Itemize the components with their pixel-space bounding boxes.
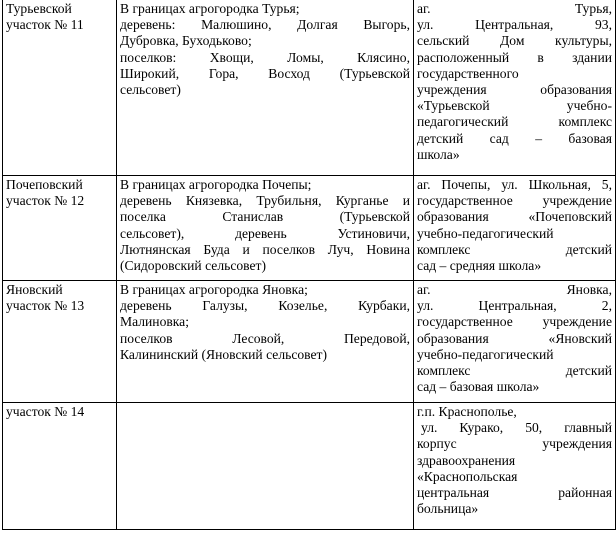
address-line: государственное учреждение <box>417 193 612 209</box>
address-line: здравоохранения <box>417 452 516 468</box>
boundaries-line: Малиновка; <box>120 314 189 330</box>
table-row <box>3 176 616 281</box>
district-name-cell <box>3 0 117 176</box>
boundaries-line: Широкий, Гора, Восход (Турьевской <box>120 65 410 81</box>
boundaries-line: В границах агрогородка Яновка; <box>120 282 308 297</box>
district-name-cell <box>3 176 117 281</box>
address-line: учебно-педагогический <box>417 225 554 241</box>
address-line: комплекс детский <box>417 241 612 257</box>
district-name-cell <box>3 403 117 530</box>
boundaries-line: Дубровка, Буходьково; <box>120 33 252 49</box>
boundaries-line: деревень Галузы, Козелье, Курбаки, <box>120 298 410 314</box>
address-line: детский сад – базовая <box>417 130 612 146</box>
address-line: сельский Дом культуры, <box>417 33 612 49</box>
boundaries-line: (Сидоровский сельсовет) <box>120 258 266 274</box>
address-line: образования «Почеповский <box>417 209 612 225</box>
boundaries-line: поселков: Хвощи, Ломы, Клясино, <box>120 49 410 65</box>
address-line: ул. Курако, 50, главный <box>421 420 612 436</box>
boundaries-line: поселков Лесовой, Передовой, <box>120 330 410 346</box>
address-line: расположенный в здании <box>417 49 612 65</box>
address-line: образования «Яновский <box>417 330 612 346</box>
address-line: сад – средняя школа» <box>417 258 542 274</box>
address-line: школа» <box>417 146 460 162</box>
boundaries-line: деревень: Малюшино, Долгая Выгорь, <box>120 17 410 33</box>
polling-place-address-cell <box>414 281 616 403</box>
address-line: центральная районная <box>417 485 612 501</box>
boundaries-line: В границах агрогородка Почепы; <box>120 177 312 192</box>
address-line: учебно-педагогический <box>417 346 554 362</box>
address-line: государственное учреждение <box>417 314 612 330</box>
district-name-line: Яновский <box>6 282 63 297</box>
polling-place-address-cell <box>414 0 616 176</box>
district-number-line: участок № 13 <box>6 298 85 314</box>
table-row <box>3 403 616 530</box>
address-line: аг. Турья, <box>417 1 612 16</box>
polling-place-address-cell <box>414 176 616 281</box>
address-line: больница» <box>417 501 479 517</box>
district-boundaries-cell <box>117 0 414 176</box>
address-line: учреждения образования <box>417 82 612 98</box>
district-number-line: участок № 12 <box>6 193 85 209</box>
district-name-cell <box>3 281 117 403</box>
table-row <box>3 0 616 176</box>
address-line: «Турьевской учебно- <box>417 98 612 114</box>
address-line: «Краснопольская <box>417 468 518 484</box>
district-number-line: участок № 11 <box>6 17 84 33</box>
district-name-line: Почеповский <box>6 177 83 192</box>
address-line: государственного <box>417 65 519 81</box>
boundaries-line: В границах агрогородка Турья; <box>120 1 300 16</box>
address-line: ул. Центральная, 93, <box>417 17 612 33</box>
polling-place-address-cell <box>414 403 616 530</box>
address-line: корпус учреждения <box>417 436 612 452</box>
address-line: г.п. Краснополье, <box>417 404 517 419</box>
boundaries-line: сельсовет) <box>120 82 181 98</box>
address-line: ул. Центральная, 2, <box>417 298 612 314</box>
boundaries-line: Калининский (Яновский сельсовет) <box>120 346 327 362</box>
boundaries-line: сельсовет), деревень Устиновичи, <box>120 225 410 241</box>
address-line: комплекс детский <box>417 363 612 379</box>
district-boundaries-cell <box>117 176 414 281</box>
district-boundaries-cell <box>117 403 414 530</box>
district-number-line: участок № 14 <box>6 404 85 419</box>
district-boundaries-cell <box>117 281 414 403</box>
address-line: аг. Почепы, ул. Школьная, 5, <box>417 177 612 192</box>
address-line: педагогический комплекс <box>417 114 612 130</box>
boundaries-line: деревень Князевка, Трубильня, Курганье и <box>120 193 410 209</box>
polling-districts-table <box>2 0 616 530</box>
boundaries-line: Лютнянская Буда и поселков Луч, Новина <box>120 241 410 257</box>
district-name-line: Турьевской <box>6 1 72 16</box>
table-row <box>3 281 616 403</box>
address-line: аг. Яновка, <box>417 282 612 297</box>
address-line: сад – базовая школа» <box>417 379 540 395</box>
boundaries-line: поселка Станислав (Турьевской <box>120 209 410 225</box>
